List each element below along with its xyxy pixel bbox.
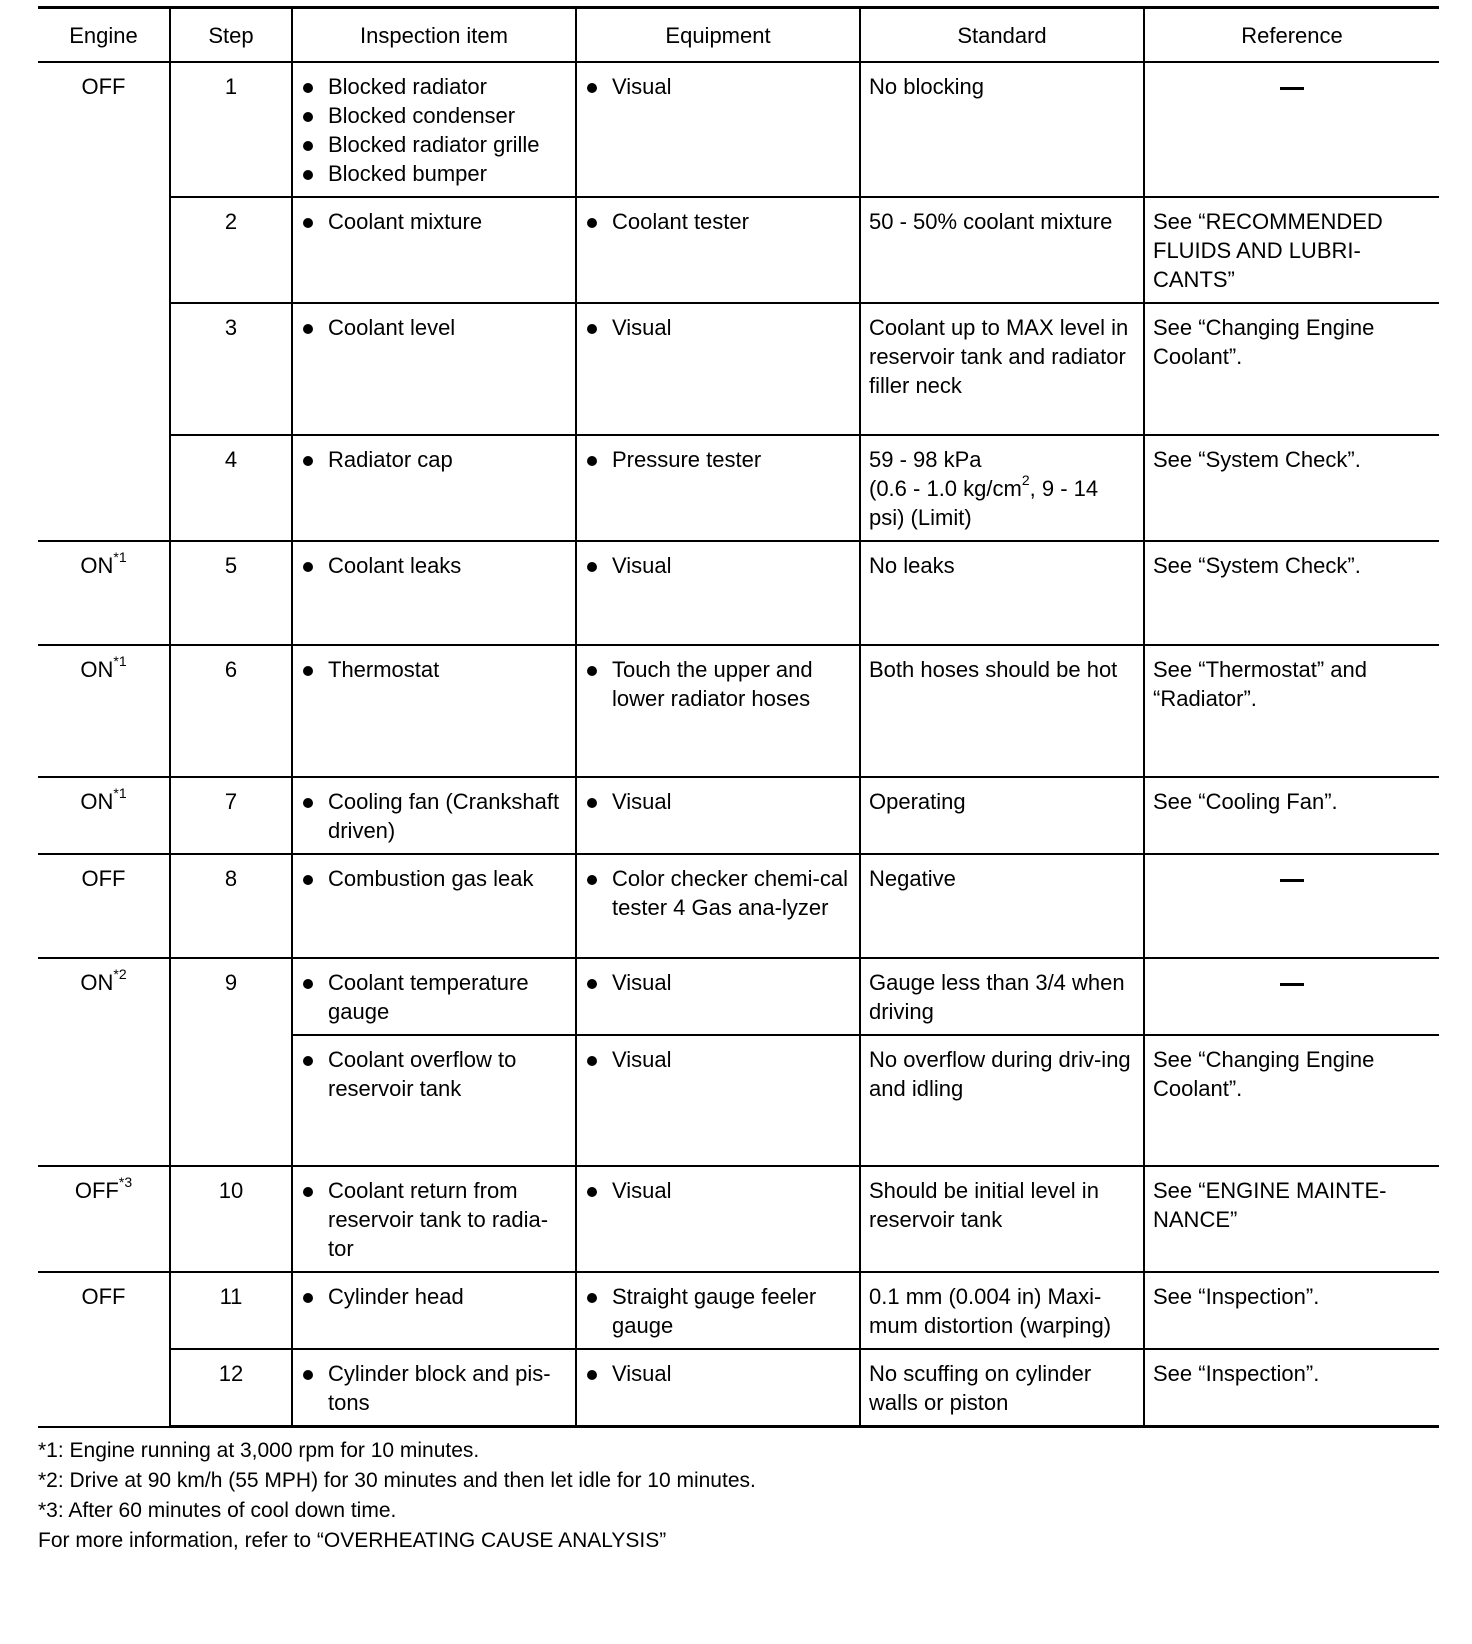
list-item: Coolant level — [301, 313, 567, 342]
engine-cell: OFF — [38, 1272, 170, 1427]
engine-cell: OFF — [38, 854, 170, 958]
standard-cell: 0.1 mm (0.004 in) Maxi-mum distortion (warping) — [860, 1272, 1144, 1349]
step-cell: 12 — [170, 1349, 292, 1427]
list-item: Visual — [585, 72, 851, 101]
footnote: *3: After 60 minutes of cool down time. — [38, 1499, 397, 1522]
reference-cell: See “Cooling Fan”. — [1144, 777, 1439, 854]
standard-cell: No blocking — [860, 62, 1144, 197]
inspection-item-cell — [292, 1349, 576, 1427]
inspection-document — [38, 6, 1439, 1556]
list-item: Coolant tester — [585, 207, 851, 236]
header-reference: Reference — [1144, 8, 1439, 63]
standard-cell: Coolant up to MAX level in reservoir tank and radiator filler neck — [860, 303, 1144, 435]
table-row — [38, 645, 1439, 777]
reference-cell — [1144, 62, 1439, 197]
engine-cell: ON$^{*1}$ — [38, 541, 170, 645]
step-cell: 9 — [170, 958, 292, 1166]
list-item: Coolant leaks — [301, 551, 567, 580]
step-cell: 5 — [170, 541, 292, 645]
table-row — [38, 1166, 1439, 1272]
reference-cell: See “Inspection”. — [1144, 1272, 1439, 1349]
inspection-item-cell — [292, 197, 576, 303]
equipment-cell — [576, 197, 860, 303]
reference-cell: See “Inspection”. — [1144, 1349, 1439, 1427]
reference-cell: See “RECOMMENDED FLUIDS AND LUBRI-CANTS” — [1144, 197, 1439, 303]
footnote: For more information, refer to “OVERHEATING CAUSE ANALYSIS” — [38, 1529, 667, 1552]
list-item: Visual — [585, 551, 851, 580]
equipment-cell — [576, 777, 860, 854]
list-item: Visual — [585, 313, 851, 342]
standard-cell: No overflow during driv-ing and idling — [860, 1035, 1144, 1166]
reference-cell: See “System Check”. — [1144, 435, 1439, 541]
step-cell: 7 — [170, 777, 292, 854]
reference-cell — [1144, 958, 1439, 1035]
equipment-cell — [576, 645, 860, 777]
engine-cell: ON$^{*1}$ — [38, 645, 170, 777]
inspection-item-cell — [292, 958, 576, 1035]
inspection-item-cell — [292, 645, 576, 777]
dash-mark — [1280, 879, 1304, 882]
table-row — [38, 958, 1439, 1035]
step-cell: 8 — [170, 854, 292, 958]
equipment-cell — [576, 1166, 860, 1272]
table-row — [38, 1272, 1439, 1349]
dash-mark — [1280, 983, 1304, 986]
standard-cell: No scuffing on cylinder walls or piston — [860, 1349, 1144, 1427]
engine-cell: ON$^{*2}$ — [38, 958, 170, 1166]
inspection-item-cell — [292, 1272, 576, 1349]
list-item: Straight gauge feeler gauge — [585, 1282, 851, 1340]
standard-cell: Both hoses should be hot — [860, 645, 1144, 777]
standard-cell: Negative — [860, 854, 1144, 958]
header-standard: Standard — [860, 8, 1144, 63]
table-row — [38, 777, 1439, 854]
equipment-cell — [576, 1349, 860, 1427]
table-row — [38, 854, 1439, 958]
list-item: Visual — [585, 1359, 851, 1388]
list-item: Blocked bumper — [301, 159, 567, 188]
list-item: Visual — [585, 1176, 851, 1205]
list-item: Visual — [585, 1045, 851, 1074]
list-item: Touch the upper and lower radiator hoses — [585, 655, 851, 713]
list-item: Visual — [585, 787, 851, 816]
list-item: Radiator cap — [301, 445, 567, 474]
equipment-cell — [576, 854, 860, 958]
table-row — [38, 435, 1439, 541]
list-item: Blocked condenser — [301, 101, 567, 130]
step-cell: 4 — [170, 435, 292, 541]
equipment-cell — [576, 541, 860, 645]
engine-cell: OFF — [38, 62, 170, 541]
list-item: Cooling fan (Crankshaft driven) — [301, 787, 567, 845]
list-item: Blocked radiator grille — [301, 130, 567, 159]
standard-cell: Gauge less than 3/4 when driving — [860, 958, 1144, 1035]
inspection-item-cell — [292, 777, 576, 854]
table-row — [38, 541, 1439, 645]
reference-cell: See “ENGINE MAINTE-NANCE” — [1144, 1166, 1439, 1272]
step-cell: 10 — [170, 1166, 292, 1272]
list-item: Color checker chemi-cal tester 4 Gas ana-lyzer — [585, 864, 851, 922]
equipment-cell — [576, 1272, 860, 1349]
header-inspection-item: Inspection item — [292, 8, 576, 63]
dash-mark — [1280, 87, 1304, 90]
engine-cell: OFF$^{*3}$ — [38, 1166, 170, 1272]
header-engine: Engine — [38, 8, 170, 63]
list-item: Coolant mixture — [301, 207, 567, 236]
header-step: Step — [170, 8, 292, 63]
list-item: Cylinder head — [301, 1282, 567, 1311]
reference-cell: See “System Check”. — [1144, 541, 1439, 645]
footnote: *2: Drive at 90 km/h (55 MPH) for 30 minutes and then let idle for 10 minutes. — [38, 1469, 756, 1492]
equipment-cell — [576, 62, 860, 197]
header-row — [38, 8, 1439, 63]
step-cell: 11 — [170, 1272, 292, 1349]
header-equipment: Equipment — [576, 8, 860, 63]
step-cell: 2 — [170, 197, 292, 303]
inspection-item-cell — [292, 303, 576, 435]
list-item: Cylinder block and pis-tons — [301, 1359, 567, 1417]
equipment-cell — [576, 303, 860, 435]
engine-cell: ON$^{*1}$ — [38, 777, 170, 854]
list-item: Coolant temperature gauge — [301, 968, 567, 1026]
table-row — [38, 1349, 1439, 1427]
standard-cell: Operating — [860, 777, 1144, 854]
reference-cell: See “Changing Engine Coolant”. — [1144, 1035, 1439, 1166]
list-item: Coolant overflow to reservoir tank — [301, 1045, 567, 1103]
table-row — [38, 303, 1439, 435]
inspection-item-cell — [292, 1035, 576, 1166]
standard-cell: 50 - 50% coolant mixture — [860, 197, 1144, 303]
inspection-item-cell — [292, 854, 576, 958]
list-item: Visual — [585, 968, 851, 997]
reference-cell: See “Changing Engine Coolant”. — [1144, 303, 1439, 435]
inspection-item-cell — [292, 435, 576, 541]
list-item: Pressure tester — [585, 445, 851, 474]
list-item: Thermostat — [301, 655, 567, 684]
step-cell: 3 — [170, 303, 292, 435]
reference-cell: See “Thermostat” and “Radiator”. — [1144, 645, 1439, 777]
table-row — [38, 197, 1439, 303]
footnotes — [38, 1436, 1439, 1556]
table-row — [38, 62, 1439, 197]
standard-cell: 59 - 98 kPa (0.6 - 1.0 $kg/cm^2$, 9 - 14 psi) (Limit) — [860, 435, 1144, 541]
standard-cell: No leaks — [860, 541, 1144, 645]
list-item: Coolant return from reservoir tank to radia-tor — [301, 1176, 567, 1263]
step-cell: 6 — [170, 645, 292, 777]
standard-cell: Should be initial level in reservoir tank — [860, 1166, 1144, 1272]
inspection-table — [38, 6, 1439, 1428]
reference-cell — [1144, 854, 1439, 958]
list-item: Combustion gas leak — [301, 864, 567, 893]
inspection-item-cell — [292, 1166, 576, 1272]
equipment-cell — [576, 1035, 860, 1166]
equipment-cell — [576, 958, 860, 1035]
equipment-cell — [576, 435, 860, 541]
list-item: Blocked radiator — [301, 72, 567, 101]
inspection-item-cell — [292, 541, 576, 645]
footnote: *1: Engine running at 3,000 rpm for 10 minutes. — [38, 1439, 480, 1462]
step-cell: 1 — [170, 62, 292, 197]
inspection-item-cell — [292, 62, 576, 197]
